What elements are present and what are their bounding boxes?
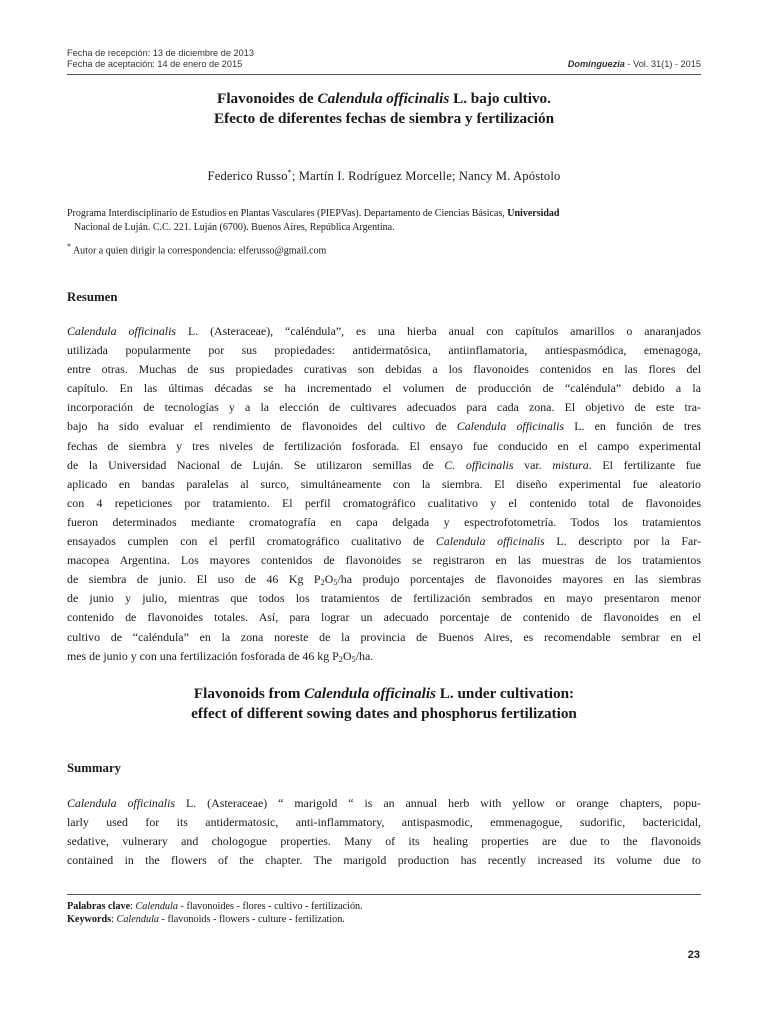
text-span: de la Universidad Nacional de Luján. Se utilizaron semillas de	[67, 457, 445, 472]
separator: :	[130, 901, 136, 912]
accepted-date: Fecha de aceptación: 14 de enero de 2015	[67, 59, 243, 69]
author-name: Federico Russo	[207, 169, 288, 184]
text-span: var.	[513, 457, 553, 472]
resumen-heading: Resumen	[67, 290, 118, 304]
subscript: 2	[320, 578, 325, 588]
journal-citation	[568, 59, 701, 70]
text-line: entre otras. Muchas de sus propiedades curativas son debidas a los flavonoides contenidos en las flores del	[67, 362, 701, 377]
text-line: fueron determinados mediante cromatografía en capa delgada y espectrofotometría. Todos los tratamientos	[67, 514, 701, 529]
text-span: /ha.	[355, 648, 374, 663]
species-name: Calendula officinalis	[304, 685, 436, 702]
text-line: fechas de siembra y tres niveles de fertilización fosforada. El ensayo fue conducido en el campo experimental	[67, 438, 701, 453]
text-line: capítulo. En las últimas décadas se ha incrementado el volumen de producción de “caléndula” debido a la	[67, 381, 701, 396]
text-line: contenido de flavonoides totales. Así, para lograr un adecuado porcentaje de contenido de flavonoides en el	[67, 610, 701, 625]
subscript: 2	[338, 654, 343, 664]
text-line	[67, 794, 701, 813]
text-line	[67, 456, 701, 475]
text-span: mes de junio y con una fertilización fosforada de 46 kg P	[67, 648, 339, 663]
affiliation-text: Programa Interdisciplinario de Estudios en Plantas Vasculares (PIEPVas). Departamento de Ciencias Básicas,	[67, 208, 508, 219]
text-span: O	[342, 648, 352, 663]
keyword-genus: Calendula	[116, 914, 159, 925]
received-date: Fecha de recepción: 13 de diciembre de 2013	[67, 48, 254, 58]
text-line	[67, 570, 701, 589]
separator: :	[111, 914, 117, 925]
text-line	[67, 417, 701, 436]
correspondence-note	[67, 240, 701, 258]
species-name: Calendula officinalis	[67, 796, 176, 810]
species-name: Calendula officinalis	[435, 534, 545, 549]
journal-name: Dominguezia	[567, 59, 625, 69]
author-list	[67, 168, 701, 184]
text-span: L. descripto por la Far-	[544, 534, 701, 549]
affiliation-line-1	[67, 207, 701, 221]
text-line: aplicado en bandas paralelas al surco, simultáneamente con la siembra. El diseño experimental fue aleatorio	[67, 476, 701, 491]
text-span: L. en función de tres	[564, 419, 701, 434]
text-span: ensayados cumplen con el perfil cromatográfico cualitativo de	[67, 534, 436, 549]
species-name: Calendula officinalis	[317, 90, 450, 107]
summary-heading: Summary	[67, 761, 122, 775]
keywords-text: - flavonoides - flores - cultivo - fertilización.	[177, 901, 363, 912]
text-span: /ha produjo porcentajes de flavonoides mayores en las siembras	[337, 572, 701, 587]
keywords-rule	[67, 894, 701, 895]
title-line-2: effect of different sowing dates and phosphorus fertilization	[191, 705, 577, 722]
title-english	[67, 684, 701, 724]
text-line: de junio y julio, mientras que todos los tratamientos de fertilización sembrados en mayo presentaron menor	[67, 591, 701, 606]
text-line: macopea Argentina. Los mayores contenidos de flavonoides se registraron en las muestras de los tratamientos	[67, 553, 701, 568]
subscript: 5	[351, 654, 356, 664]
summary-paragraph	[67, 794, 701, 870]
keywords-text: - flavonoids - flowers - culture - fertilization.	[159, 914, 345, 925]
species-name: Calendula officinalis	[456, 419, 565, 434]
corresponding-mark: *	[287, 168, 292, 177]
text-span: bajo ha sido evaluar el rendimiento de flavonoides del cultivo de	[67, 419, 457, 434]
text-line: incorporación de tecnologías y a la elección de cultivares adecuados para cada zona. El objetivo de este tra-	[67, 400, 701, 415]
resumen-paragraph	[67, 322, 701, 666]
text-line: con 4 repeticiones por tratamiento. El perfil cromatográfico cualitativo y el contenido total de flavonoides	[67, 495, 701, 510]
text-line: larly used for its antidermatosic, anti-inflammatory, antispasmodic, emmenagogue, sudorific, bactericidal,	[67, 815, 701, 830]
text-line: contained in the flowers of the chapter. The marigold production has recently increased its volume due to	[67, 853, 701, 868]
text-line: cultivo de “caléndula” en la zona noreste de la provincia de Buenos Aires, es recomendable sembrar en el	[67, 629, 701, 644]
header-rule	[67, 74, 701, 75]
author-names: ; Martín I. Rodríguez Morcelle; Nancy M. Apóstolo	[291, 169, 561, 184]
correspondence-text: Autor a quien dirigir la correspondencia: elferusso@gmail.com	[71, 245, 327, 257]
subscript: 5	[333, 578, 338, 588]
title-line-2: Efecto de diferentes fechas de siembra y fertilización	[213, 110, 555, 127]
text-span: L. (Asteraceae) “ marigold “ is an annual herb with yellow or orange chapters, popu-	[175, 796, 701, 810]
title-spanish	[67, 89, 701, 129]
title-text: L. under cultivation:	[435, 685, 575, 702]
keywords-label: Keywords	[67, 914, 112, 925]
species-name: C. officinalis	[444, 457, 514, 472]
palabras-clave	[67, 900, 363, 913]
keyword-genus: Calendula	[135, 901, 178, 912]
text-span: L. (Asteraceae), “caléndula”, es una hierba anual con capítulos amarillos o anaranjados	[176, 324, 701, 338]
text-line	[67, 647, 701, 666]
text-line	[67, 532, 701, 551]
text-span: . El fertilizante fue	[588, 457, 701, 472]
species-name: Calendula officinalis	[67, 324, 177, 338]
text-line	[67, 322, 701, 341]
text-line: sedative, vulnerary and chologogue properties. Many of its healing properties are due to the flavonoids	[67, 834, 701, 849]
title-text: Flavonoides de	[217, 90, 318, 107]
keywords	[67, 913, 345, 926]
title-text: Flavonoids from	[193, 685, 305, 702]
title-text: L. bajo cultivo.	[449, 90, 551, 107]
affiliation-line-2: Nacional de Luján. C.C. 221. Luján (6700). Buenos Aires, República Argentina.	[74, 222, 395, 233]
journal-volume: - Vol. 31(1) - 2015	[624, 59, 701, 69]
submission-dates	[67, 48, 254, 70]
text-span: de siembra de junio. El uso de 46 Kg P	[67, 572, 321, 587]
text-span: O	[324, 572, 334, 587]
text-line: utilizada popularmente por sus propiedades: antidermatósica, antiinflamatoria, antiespasmódica, emenagoga,	[67, 343, 701, 358]
affiliation-university: Universidad	[507, 208, 560, 219]
corresponding-mark: *	[67, 242, 71, 251]
variety-name: mistura	[552, 457, 589, 472]
keywords-label: Palabras clave	[67, 901, 131, 912]
page-number: 23	[687, 949, 700, 961]
